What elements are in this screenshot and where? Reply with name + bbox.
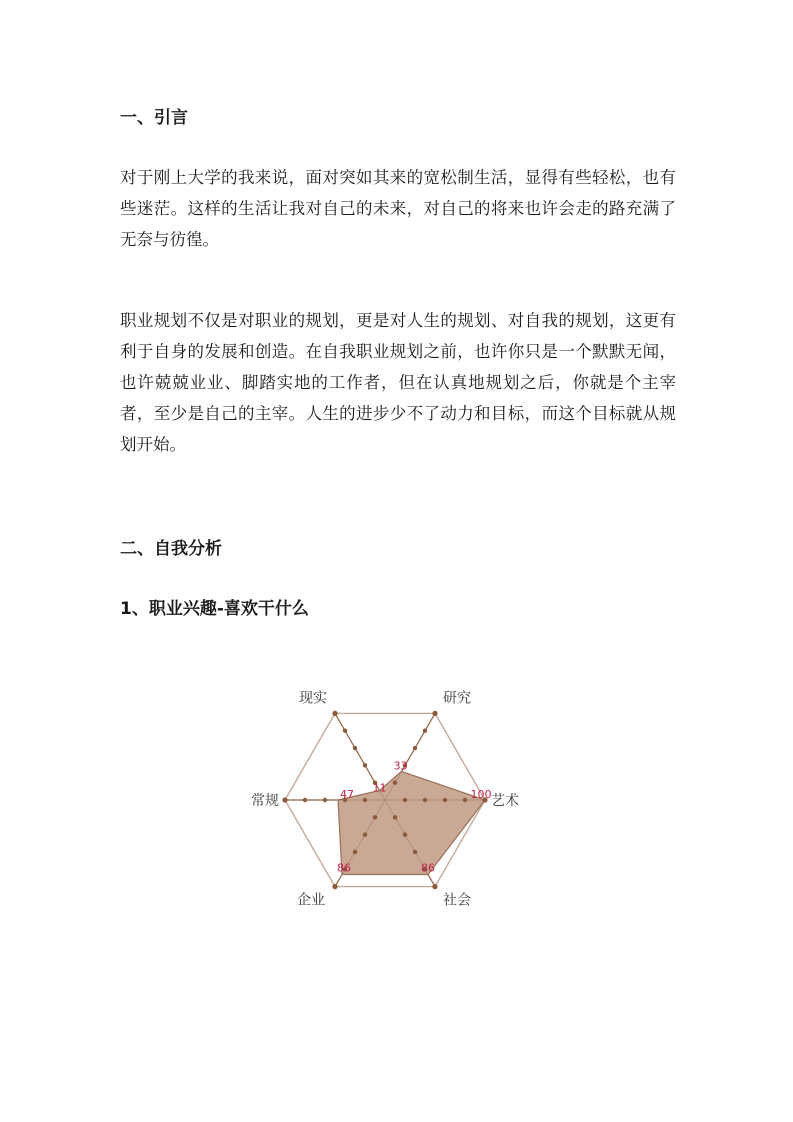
radar-tick-dot (393, 780, 397, 784)
radar-tick-dot (363, 763, 367, 767)
radar-tick-dot (353, 850, 357, 854)
radar-tick-dot (423, 729, 427, 733)
radar-axis-label-5: 现实 (299, 690, 327, 707)
radar-tick-dot (403, 798, 407, 802)
section-heading-self-analysis: 二、自我分析 (120, 539, 222, 559)
radar-tick-dot (403, 832, 407, 836)
radar-tick-dot (323, 798, 327, 802)
radar-tick-dot (282, 797, 287, 802)
radar-tick-dot (363, 832, 367, 836)
radar-tick-dot (343, 729, 347, 733)
radar-tick-dot (463, 798, 467, 802)
radar-tick-dot (303, 798, 307, 802)
radar-tick-dot (443, 798, 447, 802)
radar-tick-dot (332, 711, 337, 716)
radar-axis-label-4: 常规 (251, 793, 279, 809)
radar-tick-dot (373, 815, 377, 819)
section-heading-intro: 一、引言 (120, 108, 188, 128)
radar-value-label-4: 47 (340, 788, 354, 801)
radar-value-label-1: 100 (470, 788, 492, 801)
intro-paragraph-2: 职业规划不仅是对职业的规划，更是对人生的规划、对自我的规划，这更有利于自身的发展和创造。在自我职业规划之前，也许你只是一个默默无闻，也许兢兢业业、脚踏实地的工作者，但在认真地规划之后，你就是个主宰者，至少是自己的主宰。人生的进步少不了动力和目标，而这个目标就从规划开始。 (120, 311, 676, 454)
radar-tick-dot (432, 884, 437, 889)
radar-tick-dot (413, 850, 417, 854)
radar-tick-dot (332, 884, 337, 889)
radar-data-area (338, 771, 485, 874)
subsection-heading-interest: 1、职业兴趣-喜欢干什么 (120, 599, 309, 619)
radar-tick-dot (413, 746, 417, 750)
radar-axis-label-3: 企业 (297, 892, 325, 909)
intro-paragraph-1: 对于刚上大学的我来说，面对突如其来的宽松制生活，显得有些轻松，也有些迷茫。这样的生活让我对自己的未来，对自己的将来也许会走的路充满了无奈与彷徨。 (120, 168, 676, 249)
radar-tick-dot (393, 815, 397, 819)
radar-value-label-5: 11 (372, 781, 387, 795)
radar-axis-label-0: 研究 (443, 690, 471, 707)
radar-tick-dot (423, 798, 427, 802)
radar-value-label-2: 86 (421, 861, 435, 875)
radar-area (338, 771, 485, 874)
radar-value-label-3: 86 (337, 861, 351, 875)
radar-tick-dot (432, 711, 437, 716)
radar-value-label-0: 33 (393, 759, 408, 773)
radar-tick-dot (363, 798, 367, 802)
radar-axis-label-2: 社会 (443, 892, 471, 909)
interest-radar-chart (230, 672, 550, 922)
radar-axis-label-1: 艺术 (491, 793, 519, 809)
radar-tick-dot (353, 746, 357, 750)
